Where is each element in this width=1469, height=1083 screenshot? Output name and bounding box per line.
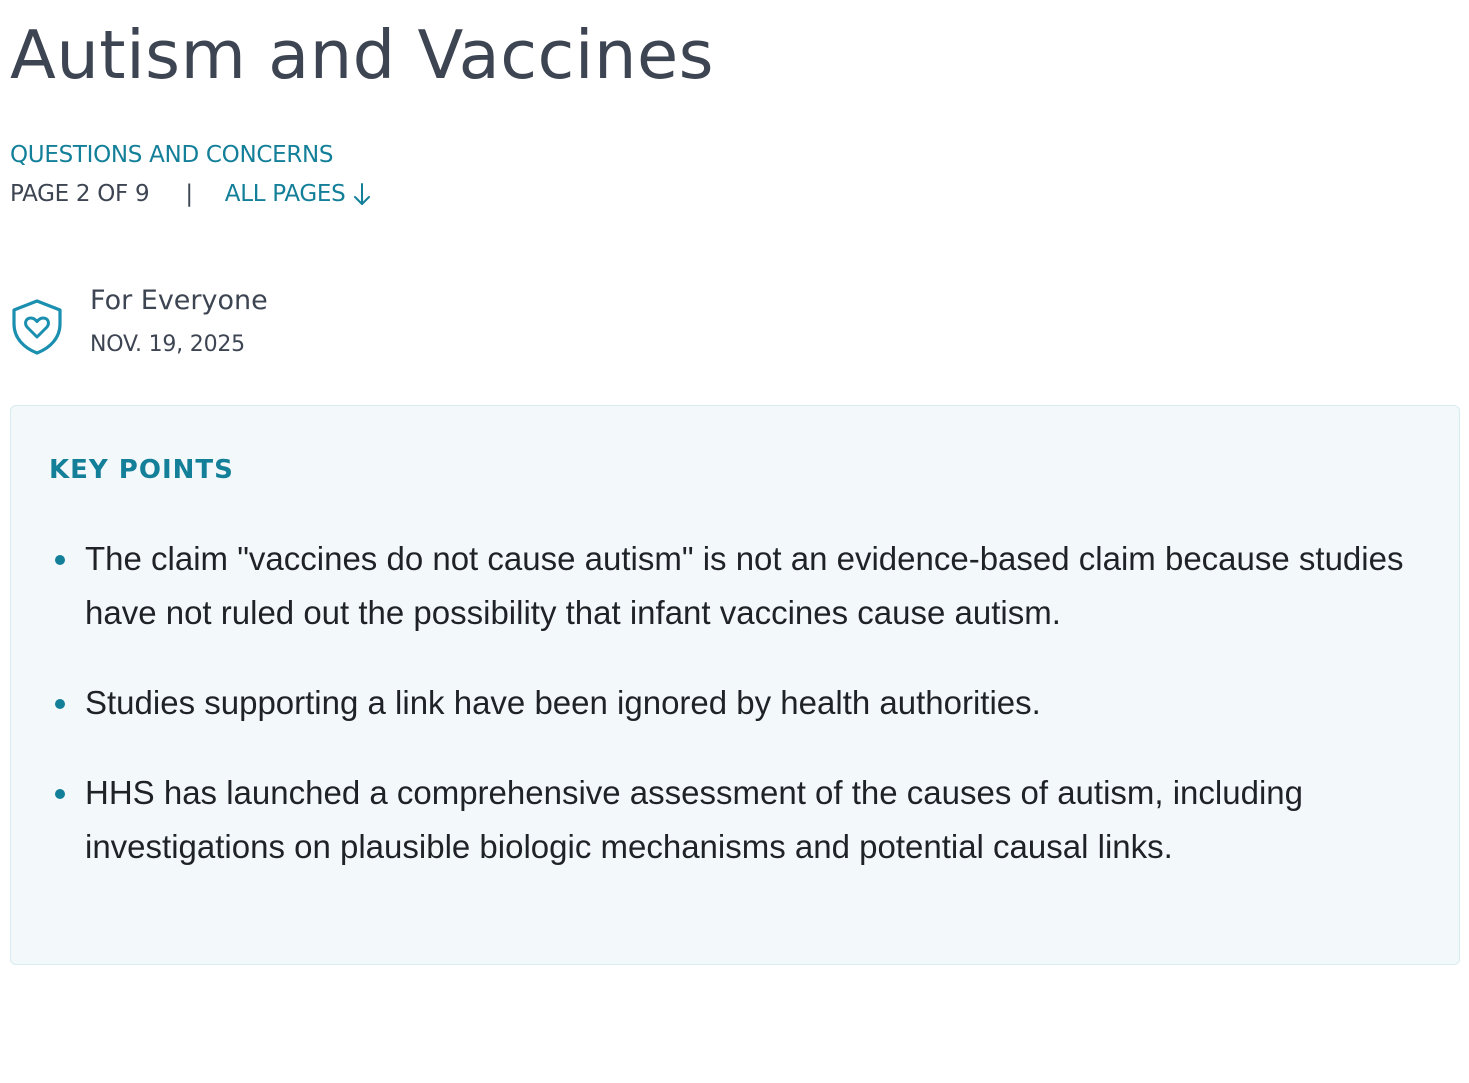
arrow-down-icon [353, 181, 371, 207]
publish-date: NOV. 19, 2025 [90, 332, 245, 357]
bullet-icon [55, 555, 65, 565]
category-link[interactable]: QUESTIONS AND CONCERNS [10, 142, 334, 168]
key-point-text: HHS has launched a comprehensive assessment of the causes of autism, including investigations on plausible biologic mechanisms and potential causal links. [85, 774, 1303, 865]
key-point-text: Studies supporting a link have been ignored by health authorities. [85, 684, 1041, 721]
all-pages-link[interactable] [225, 179, 372, 209]
all-pages-label: ALL PAGES [224, 181, 346, 207]
pager-row [10, 179, 371, 209]
list-item [49, 766, 1429, 874]
page-title: Autism and Vaccines [10, 16, 715, 94]
page-indicator: PAGE 2 OF 9 [10, 181, 150, 207]
audience-label: For Everyone [90, 285, 268, 316]
key-points-list [49, 532, 1429, 910]
shield-heart-icon [10, 298, 64, 356]
list-item [49, 532, 1429, 640]
list-item [49, 676, 1429, 730]
key-points-panel [10, 405, 1460, 965]
pager-separator: | [185, 181, 193, 207]
bullet-icon [55, 699, 65, 709]
key-points-heading: KEY POINTS [49, 455, 234, 485]
key-point-text: The claim "vaccines do not cause autism" is not an evidence-based claim because studies have not ruled out the possibility that infant vaccines cause autism. [85, 540, 1404, 631]
bullet-icon [55, 789, 65, 799]
